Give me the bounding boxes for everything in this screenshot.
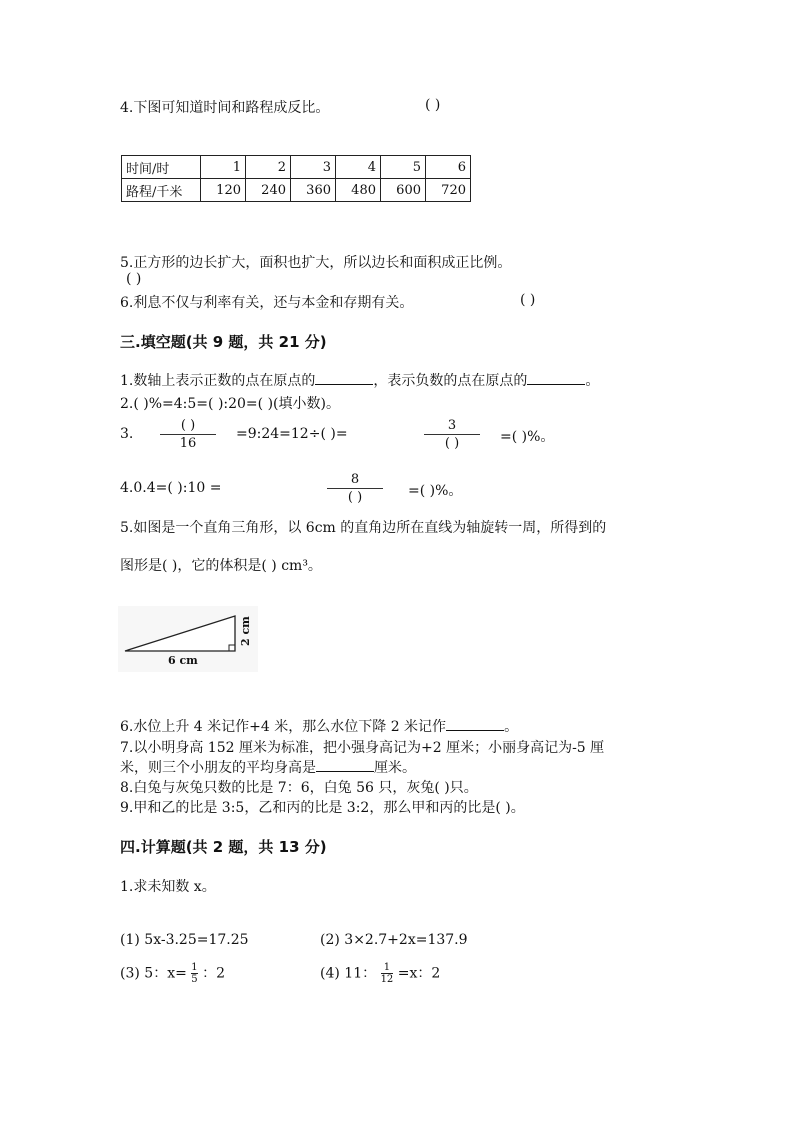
table-cell: 480 [336, 179, 381, 202]
fill-q7-blank[interactable] [316, 758, 374, 772]
triangle-height-label: 2 cm [239, 616, 252, 646]
fill-q6 [120, 716, 518, 736]
fill-q1-part-b: ，表示负数的点在原点的 [373, 373, 528, 389]
judge-q5-answer-paren[interactable]: ( ) [126, 271, 142, 287]
calc-section-heading: 四.计算题(共 2 题，共 13 分) [120, 838, 327, 856]
calc-eq4-part-b: =x：2 [397, 965, 441, 982]
table-cell: 240 [246, 179, 291, 202]
table-cell: 2 [246, 156, 291, 179]
fill-q5-line-2: 图形是( )，它的体积是( ) cm³。 [120, 558, 322, 574]
judge-q4-text: 4.下图可知道时间和路程成反比。 [120, 100, 330, 116]
fill-q9: 9.甲和乙的比是 3:5，乙和丙的比是 3:2，那么甲和丙的比是( )。 [120, 800, 525, 816]
table-cell: 4 [336, 156, 381, 179]
calc-q1-text: 1.求未知数 x。 [120, 879, 216, 895]
fraction-numerator[interactable]: ( ) [180, 418, 196, 433]
fraction-numerator: 8 [350, 472, 360, 487]
fill-q3-end: =( )%。 [500, 429, 555, 445]
fill-q6-blank[interactable] [446, 717, 504, 731]
table-cell: 6 [426, 156, 471, 179]
table-cell: 时间/时 [122, 156, 201, 179]
fill-q4-end: =( )%。 [408, 483, 463, 499]
fill-q4-prefix: 4.0.4=( ):10 = [120, 480, 222, 496]
calc-equation-1: (1) 5x-3.25=17.25 [120, 932, 249, 948]
table-cell: 600 [381, 179, 426, 202]
fraction-bar [160, 434, 216, 435]
fill-q6-part-a: 6.水位上升 4 米记作+4 米，那么水位下降 2 米记作 [120, 719, 447, 735]
fraction-denominator[interactable]: ( ) [444, 436, 460, 451]
right-triangle-figure [118, 606, 258, 672]
fill-q5-line-1: 5.如图是一个直角三角形，以 6cm 的直角边所在直线为轴旋转一周，所得到的 [120, 520, 607, 536]
fraction-denominator: 12 [380, 974, 394, 985]
fraction-numerator: 1 [383, 962, 391, 973]
table-cell: 120 [201, 179, 246, 202]
calc-eq3-fraction [191, 962, 197, 985]
fraction-bar [424, 434, 480, 435]
calc-equation-2: (2) 3×2.7+2x=137.9 [320, 932, 468, 948]
fill-q7-part-b: 厘米。 [374, 760, 416, 776]
fill-q8: 8.白兔与灰兔只数的比是 7：6，白兔 56 只，灰兔( )只。 [120, 780, 478, 796]
calc-eq3-part-a: (3) 5：x= [120, 965, 187, 982]
fill-q6-part-b: 。 [504, 719, 519, 735]
fill-q3-fraction-2 [424, 418, 480, 451]
calc-eq4-fraction [381, 962, 394, 985]
fill-q7-line-1: 7.以小明身高 152 厘米为标准，把小强身高记为+2 厘米；小丽身高记为-5 厘 [120, 740, 605, 756]
fill-q7-line-2 [120, 757, 416, 777]
fill-q3-prefix: 3. [120, 426, 134, 442]
table-cell: 3 [291, 156, 336, 179]
fill-q1-part-a: 1.数轴上表示正数的点在原点的 [120, 373, 316, 389]
fill-q2: 2.( )%=4:5=( ):20=( )(填小数)。 [120, 396, 340, 412]
calc-equation-3 [120, 962, 225, 985]
fill-q1 [120, 370, 599, 390]
table-row [122, 179, 471, 202]
table-cell: 1 [201, 156, 246, 179]
fill-q4-fraction [327, 472, 383, 505]
fraction-numerator: 1 [191, 962, 198, 973]
judge-q6-text: 6.利息不仅与利率有关，还与本金和存期有关。 [120, 295, 414, 311]
calc-eq4-part-a: (4) 11： [320, 965, 377, 982]
judge-q4-answer-paren[interactable]: ( ) [425, 97, 441, 113]
fill-q1-part-c: 。 [585, 373, 600, 389]
table-cell: 720 [426, 179, 471, 202]
fill-section-heading: 三.填空题(共 9 题，共 21 分) [120, 333, 327, 351]
fraction-denominator: 16 [179, 436, 197, 451]
judge-q5-text: 5.正方形的边长扩大，面积也扩大，所以边长和面积成正比例。 [120, 255, 512, 271]
fraction-numerator: 3 [447, 418, 457, 433]
table-row [122, 156, 471, 179]
fill-q7-part-a: 米，则三个小朋友的平均身高是 [120, 760, 316, 776]
fraction-denominator: 5 [191, 974, 198, 985]
table-cell: 路程/千米 [122, 179, 201, 202]
table-cell: 5 [381, 156, 426, 179]
calc-eq3-part-b: ：2 [202, 965, 226, 982]
fill-q1-blank-1[interactable] [315, 371, 373, 385]
calc-equation-4 [320, 962, 440, 985]
fraction-denominator[interactable]: ( ) [347, 490, 363, 505]
fraction-bar [327, 488, 383, 489]
triangle-base-label: 6 cm [168, 654, 198, 667]
table-cell: 360 [291, 179, 336, 202]
time-distance-table [121, 155, 471, 202]
judge-q6-answer-paren[interactable]: ( ) [520, 292, 536, 308]
fill-q1-blank-2[interactable] [527, 371, 585, 385]
fill-q3-middle: =9:24=12÷( )= [236, 426, 348, 442]
fill-q3-fraction-1 [160, 418, 216, 451]
